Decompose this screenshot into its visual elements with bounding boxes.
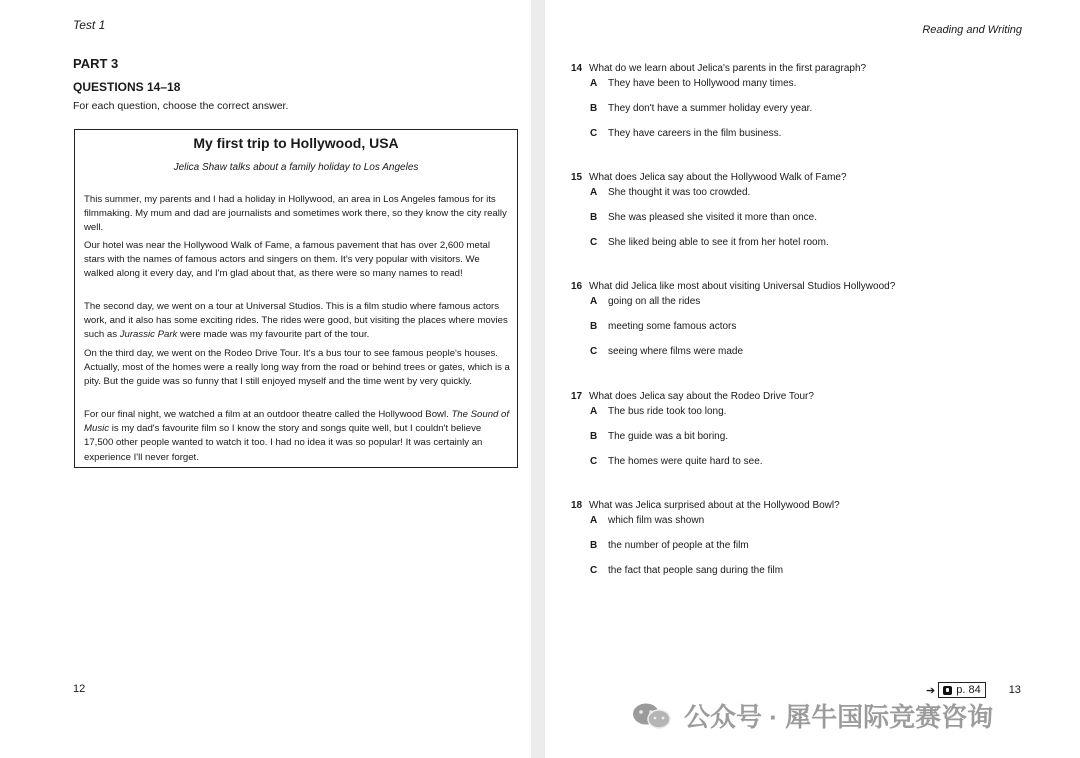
question-text: What was Jelica surprised about at the Hollywood Bowl? [589,500,840,511]
option-letter: B [590,431,598,442]
option-b[interactable] [571,103,1041,128]
option-letter: B [590,212,598,223]
question-number: 17 [571,391,583,402]
article-box [74,129,518,468]
page-reference-label: p. 84 [956,684,981,696]
option-letter: B [590,321,598,332]
question-number: 14 [571,63,583,74]
question-18 [571,500,1041,590]
option-text: They have careers in the film business. [608,128,782,139]
article-paragraph: For our final night, we watched a film at an outdoor theatre called the Hollywood Bowl. The Sound of Music is my dad's favourite film so I know the story and songs quite well, but I couldn't believe 17,500 other people wanted to watch it too. I had no idea it was so popular! It was certainly an experience I'll never forget. [84,409,510,463]
option-text: which film was shown [608,515,705,526]
option-a[interactable] [571,78,1041,103]
option-b[interactable] [571,212,1041,237]
right-page [545,0,1080,758]
running-header-section: Reading and Writing [922,24,1022,36]
wechat-icon [630,702,674,730]
option-b[interactable] [571,321,1041,346]
question-15 [571,172,1041,262]
question-17 [571,391,1041,481]
article-paragraph: Our hotel was near the Hollywood Walk of Fame, a famous pavement that has over 2,600 metal stars with the names of famous actors and singers on them. It's very popular with visitors. We walked along it every day, and I'm glad about that, as there were so many names to read! [84,240,490,280]
option-letter: B [590,540,598,551]
option-text: They don't have a summer holiday every year. [608,103,813,114]
option-text: going on all the rides [608,296,701,307]
option-letter: A [590,78,598,89]
option-a[interactable] [571,187,1041,212]
option-letter: C [590,237,598,248]
option-letter: A [590,187,598,198]
option-text: The bus ride took too long. [608,406,727,417]
option-b[interactable] [571,540,1041,565]
arrow-right-icon: ➔ [926,684,936,697]
option-a[interactable] [571,515,1041,540]
book-icon [943,686,952,695]
page-number-right: 13 [1008,684,1021,696]
option-letter: A [590,406,598,417]
question-text: What does Jelica say about the Hollywood Walk of Fame? [589,172,847,183]
option-letter: A [590,296,598,307]
article-paragraph: On the third day, we went on the Rodeo Drive Tour. It's a bus tour to see famous people's houses. Actually, most of the homes were a really long way from the road or behind trees or gates, which is a pity. But the guide was so funny that I still enjoyed myself and the time went by very quickly. [84,348,510,388]
option-text: She was pleased she visited it more than once. [608,212,818,223]
question-text: What did Jelica like most about visiting Universal Studios Hollywood? [589,281,896,292]
option-text: meeting some famous actors [608,321,737,332]
questions-range: QUESTIONS 14–18 [73,80,181,94]
question-text: What does Jelica say about the Rodeo Drive Tour? [589,391,814,402]
option-a[interactable] [571,296,1041,321]
option-text: They have been to Hollywood many times. [608,78,797,89]
option-text: seeing where films were made [608,346,744,357]
part-title: PART 3 [73,56,119,71]
option-c[interactable] [571,565,1041,590]
page-reference-link[interactable] [938,682,985,698]
running-header-test: Test 1 [73,18,106,32]
option-c[interactable] [571,456,1041,481]
question-number: 18 [571,500,583,511]
instruction: For each question, choose the correct answer. [73,100,289,112]
option-letter: C [590,456,598,467]
option-letter: C [590,346,598,357]
option-c[interactable] [571,346,1041,371]
option-text: The guide was a bit boring. [608,431,729,442]
question-number: 16 [571,281,583,292]
article-paragraph: The second day, we went on a tour at Universal Studios. This is a film studio where famous actors work, and it also has some exciting rides. The rides were good, but visiting the places where movies such as Jurassic Park were made was my favourite part of the tour. [84,301,508,341]
option-text: the number of people at the film [608,540,749,551]
watermark-text: 公众号 · 犀牛国际竞赛咨询 [684,702,994,732]
page-footer [926,682,1021,698]
option-letter: A [590,515,598,526]
option-text: She thought it was too crowded. [608,187,751,198]
article-title: My first trip to Hollywood, USA [193,135,399,151]
option-text: the fact that people sang during the film [608,565,784,576]
article-subtitle: Jelica Shaw talks about a family holiday to Los Angeles [173,162,419,173]
page-number-left: 12 [73,683,86,695]
option-c[interactable] [571,237,1041,262]
option-letter: B [590,103,598,114]
option-text: The homes were quite hard to see. [608,456,763,467]
question-number: 15 [571,172,583,183]
watermark [630,697,993,734]
left-page [0,0,531,758]
article-paragraph: This summer, my parents and I had a holiday in Hollywood, an area in Los Angeles famous for its filmmaking. My mum and dad are journalists and sometimes work there, so they know the city really well. [84,194,507,234]
option-letter: C [590,128,598,139]
option-c[interactable] [571,128,1041,153]
option-text: She liked being able to see it from her hotel room. [608,237,829,248]
question-text: What do we learn about Jelica's parents in the first paragraph? [589,63,867,74]
question-14 [571,63,1041,153]
question-16 [571,281,1041,371]
option-letter: C [590,565,598,576]
option-b[interactable] [571,431,1041,456]
option-a[interactable] [571,406,1041,431]
